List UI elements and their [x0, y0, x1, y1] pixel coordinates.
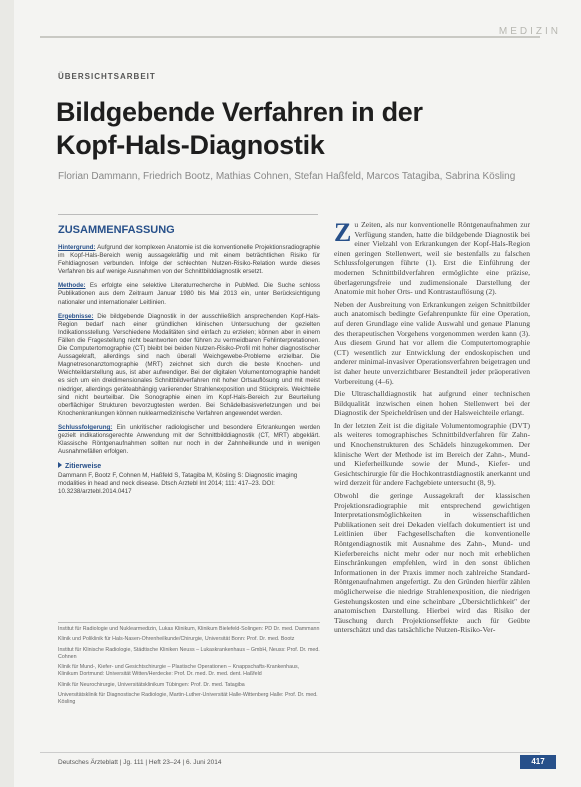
background-label: Hintergrund:: [58, 244, 96, 251]
section-label: MEDIZIN: [498, 26, 561, 37]
results-text: Die bildgebende Diagnostik in der ausschließlich ansprechenden Kopf-Hals-Region bedarf nach einer gründlichen klinischen Untersuchung der gezielten Indikationsstellung. Verschiedene Modalitäten sind einfach zu erzielen; können aber in einem Fällen die Fragestellung nicht beantworten oder führen zu vermeidbaren Fehlinterpretationen. Die Computertomographie (CT) bleibt bei beiden Nutzen-Risiko-Profil mit hoher diagnostischer Aussagekraft, allerdings sind nach überall Weichgewebe-Probleme erzielbar. Die Magnetresonanztomographie (MRT) zeichnet sich durch die beste Knochen- und Weichteildarstellung aus, ist aber aufwendiger. Bei der digitalen Volumentomographie handelt es sich um ein dreidimensionales Schnittbildverfahren mit hoher Ortsauflösung und mit meist niedriger, allerdings geräteabhängig variierender Strahlenexposition und Stückpreis. Weichteile sind nicht beurteilbar. Die Sonographie einen im Kopf-Hals-Bereich zur Beurteilung oberflächiger Strukturen bevorzugtesten werden. Bei Schädelbasisverletzungen und bei Knochenkrankungen können nuklearmedizinische Verfahren angewendet werden.: [58, 312, 320, 417]
affiliation-item: Institut für Radiologie und Nuklearmedizin, Lukas Klinikum, Klinikum Bielefeld-Solingen: PD Dr. med. Dammann: [58, 626, 320, 632]
page-number: 417: [520, 755, 556, 769]
abstract-method: [58, 282, 320, 306]
citation-heading: [58, 462, 320, 470]
affiliation-item: Institut für Klinische Radiologie, Städtische Kliniken Neuss – Lukaskrankenhaus – GmbH, Neuss: Prof. Dr. med. Cohnen: [58, 646, 320, 660]
citation-text: Dammann F, Bootz F, Cohnen M, Haßfeld S, Tatagiba M, Kösling S: Diagnostic imaging modalities in head and neck disease. Dtsch Arztebl Int 2014; 111: 417–23. DOI: 10.3238/arztebl.2014.0417: [58, 472, 298, 496]
arrow-right-icon: [58, 462, 62, 468]
body-paragraph: Obwohl die geringe Aussagekraft der klassischen Projektionsradiographie mit entsprechend gewichtigen Interpretationsmöglichkeiten in wissenschaftlichen Publikationen seit drei Dekaden vielfach dokumentiert ist und Leitlinien über Fachgesellschaften die konventionelle Röntgendiagnostik mit Ausnahme des Zahn-, Mund- und Kieferbereichs nicht mehr oder nur noch mit erheblichen Einschränkungen empfehlen, wird in den sonst üblichen Informationen in der Praxis immer noch zahlreiche Standard-Röntgenaufnahmen angefertigt. Zu den Gründen hierfür zählen möglicherweise die niedrige Strahlenexposition, die niedrigen Gestehungskosten und eine scheinbare „Übersichtlichkeit" der anatomischen Darstellung. Hierbei wird das Risiko der Täuschung durch Projektionseffekte auch für Geübte unterschätzt und das tatsächliche Nutzen-Risiko-Ver-: [334, 491, 530, 635]
conclusion-text: Ein unkritischer radiologischer und besondere Erkrankungen werden gezielt indikationsgerechte Anwendung mit der Schnittbilddiagnostik (CT, MRT) abgeklärt. Klassische Röntgenaufnahmen sollten nur noch in der Zahnheilkunde und in wenigen Ausnahmefällen erfolgen.: [58, 423, 320, 456]
conclusion-label: Schlussfolgerung:: [58, 423, 113, 431]
body-text-column: [334, 220, 530, 638]
article-title: Bildgebende Verfahren in der Kopf-Hals-Diagnostik: [56, 97, 423, 160]
drop-cap: Z: [334, 218, 352, 247]
affiliation-item: Universitätsklinik für Diagnostische Radiologie, Martin-Luther-Universität Halle-Wittenberg Halle: Prof. Dr. med. Kösling: [58, 691, 318, 705]
affiliation-item: Klinik für Mund-, Kiefer- und Gesichtschirurgie – Plastische Operationen – Knappschafts-Krankenhaus, Klinikum Dortmund: Universität Witten/Herdecke: Prof. Dr. med. Dr. med. dent. Haßfeld: [58, 664, 300, 678]
abstract-conclusion: [58, 424, 320, 456]
article-authors: Florian Dammann, Friedrich Bootz, Mathias Cohnen, Stefan Haßfeld, Marcos Tatagiba, Sabrina Kösling: [58, 171, 516, 182]
page-edge-strip: [0, 0, 14, 787]
method-label: Methode:: [58, 282, 86, 290]
affiliation-item: Klinik und Poliklinik für Hals-Nasen-Ohrenheilkunde/Chirurgie, Universität Bonn: Prof. Dr. med. Bootz: [58, 636, 295, 643]
affiliation-rule: [58, 622, 320, 623]
results-label: Ergebnisse:: [58, 312, 94, 320]
footer-rule: [40, 752, 540, 753]
body-paragraph: Die Ultraschalldiagnostik hat aufgrund einer technischen Bildqualität inzwischen einen hohen Stellenwert bei der Diagnostik der Speicheldrüsen und der Halsweichteile erlangt.: [334, 389, 530, 418]
abstract-background: [58, 244, 320, 276]
abstract-results: [58, 313, 320, 418]
body-paragraph-text: u Zeiten, als nur konventionelle Röntgenaufnahmen zur Verfügung standen, hatte die bildgebende Diagnostik bei einer Vielzahl von Erkrankungen der Kopf-Hals-Region einen geringen Stellenwert, weil sie bestenfalls zu falschen Schlussfolgerungen führte (1). Erst die Einführung der modernen Schnittbildverfahren ermöglichte eine präzise, überlagerungsfreie und zudimensionale Darstellung der Anatomie mit hoher Orts- und Kontrastauflösung (2).: [334, 220, 530, 297]
journal-footer: Deutsches Ärzteblatt | Jg. 111 | Heft 23–24 | 6. Juni 2014: [58, 759, 222, 766]
affiliation-item: Klinik für Neurochirurgie, Universitätsklinikum Tübingen: Prof. Dr. med. Tatagiba: [58, 681, 245, 688]
abstract-divider: [58, 214, 318, 215]
abstract-box: [58, 224, 320, 496]
body-paragraph: Neben der Ausbreitung von Erkrankungen zeigen Schnittbilder auch anatomisch bedingte Gefahrenpunkte für eine Operation, auf deren Grundlage eine valide Auswahl und genaue Planung des therapeutischen Vorgehens vorgenommen werden kann (3). Aus diesem Grund hat vor allem die Computertomographie (CT) wesentlich zur Entwicklung der endoskopischen und anderer minimal-invasiver Operationsverfahren beigetragen und ist daher heute unverzichtbarer Bestandteil jeder präoperativen Vorbereitung (4–6).: [334, 299, 530, 386]
method-text: Es erfolgte eine selektive Literaturrecherche in PubMed. Die Suche schloss Publikationen aus dem Zeitraum Januar 1980 bis Mai 2013 ein, unter Berücksichtigung nationaler und internationaler Leitlinien.: [58, 282, 320, 306]
header-rule: [40, 36, 540, 38]
background-text: Aufgrund der komplexen Anatomie ist die konventionelle Projektionsradiographie im Kopf-Hals-Bereich wenig aussagekräftig und mit einem beträchtlichen Risiko für Fehldiagnosen verbunden. Infolge der schlechten Nutzen-Risiko-Relation wurde dieses Verfahren bis auf wenige Ausnahmen von der Schnittbilddiagnostik ersetzt.: [58, 244, 320, 276]
article-kicker: ÜBERSICHTSARBEIT: [58, 72, 156, 81]
abstract-heading: ZUSAMMENFASSUNG: [58, 224, 175, 236]
body-paragraph: [334, 220, 530, 297]
citation-heading-text: Zitierweise: [65, 463, 102, 471]
body-paragraph: In der letzten Zeit ist die digitale Volumentomographie (DVT) als weiteres tomographisches Schnittbildverfahren für Zahn- und Knochenstrukturen des Schädels hinzugekommen. Der klinische Wert der Methode ist im Bereich der Zahn-, Mund- und Kieferheilkunde sowie der Mund-, Kiefer- und Gesichtschirurgie für die Hochkontrastdiagnostik anerkannt und wird derzeit für andere Fachgebiete untersucht (8, 9).: [334, 420, 530, 488]
affiliations: [58, 626, 320, 709]
